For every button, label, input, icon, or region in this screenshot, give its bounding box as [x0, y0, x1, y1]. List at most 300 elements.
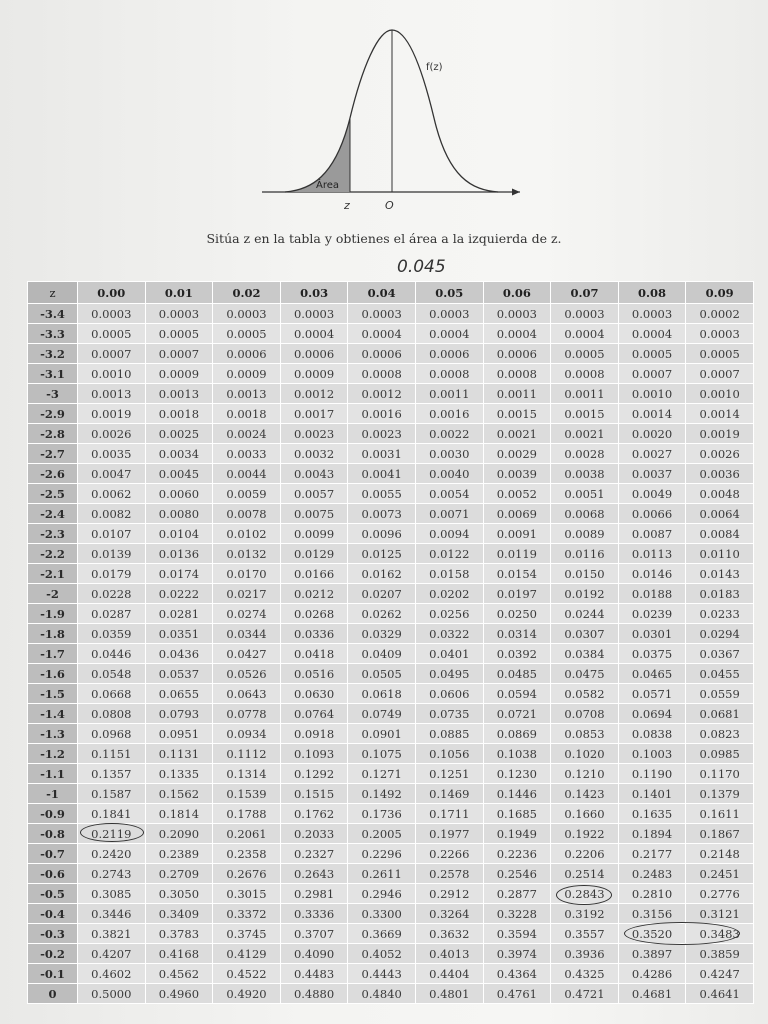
probability-cell: 0.0009 — [145, 364, 213, 384]
probability-cell: 0.0516 — [280, 664, 348, 684]
probability-cell: 0.0040 — [415, 464, 483, 484]
table-row — [28, 784, 754, 804]
probability-cell: 0.0026 — [78, 424, 146, 444]
probability-cell: 0.0009 — [280, 364, 348, 384]
probability-cell: 0.0062 — [78, 484, 146, 504]
probability-cell: 0.2877 — [483, 884, 551, 904]
z-label: z — [344, 199, 350, 212]
table-row — [28, 464, 754, 484]
z-value-cell: -3 — [28, 384, 78, 404]
probability-cell: 0.0003 — [551, 304, 619, 324]
probability-cell: 0.0409 — [348, 644, 416, 664]
probability-cell: 0.0344 — [213, 624, 281, 644]
column-header: 0.02 — [213, 282, 281, 304]
probability-cell: 0.0007 — [686, 364, 754, 384]
probability-cell: 0.0004 — [280, 324, 348, 344]
probability-cell: 0.3121 — [686, 904, 754, 924]
probability-cell: 0.0048 — [686, 484, 754, 504]
probability-cell: 0.4483 — [280, 964, 348, 984]
table-row — [28, 764, 754, 784]
probability-cell: 0.0008 — [483, 364, 551, 384]
column-header: 0.01 — [145, 282, 213, 304]
probability-cell: 0.2296 — [348, 844, 416, 864]
probability-cell: 0.0013 — [213, 384, 281, 404]
z-value-cell: -1.6 — [28, 664, 78, 684]
table-row — [28, 824, 754, 844]
probability-cell: 0.0708 — [551, 704, 619, 724]
probability-cell: 0.2743 — [78, 864, 146, 884]
probability-cell: 0.0618 — [348, 684, 416, 704]
probability-cell: 0.1003 — [618, 744, 686, 764]
table-row — [28, 644, 754, 664]
probability-cell: 0.0154 — [483, 564, 551, 584]
probability-cell: 0.1093 — [280, 744, 348, 764]
probability-cell: 0.2946 — [348, 884, 416, 904]
probability-cell: 0.2709 — [145, 864, 213, 884]
probability-cell: 0.0015 — [483, 404, 551, 424]
probability-cell: 0.0013 — [145, 384, 213, 404]
z-value-cell: -3.4 — [28, 304, 78, 324]
table-row — [28, 664, 754, 684]
probability-cell: 0.0150 — [551, 564, 619, 584]
probability-cell: 0.0359 — [78, 624, 146, 644]
probability-cell: 0.0418 — [280, 644, 348, 664]
z-value-cell: -2.7 — [28, 444, 78, 464]
probability-cell: 0.0314 — [483, 624, 551, 644]
probability-cell: 0.4013 — [415, 944, 483, 964]
probability-cell: 0.0122 — [415, 544, 483, 564]
probability-cell: 0.0217 — [213, 584, 281, 604]
probability-cell: 0.1038 — [483, 744, 551, 764]
probability-cell: 0.0003 — [483, 304, 551, 324]
probability-cell: 0.0096 — [348, 524, 416, 544]
probability-cell: 0.0013 — [78, 384, 146, 404]
probability-cell: 0.4641 — [686, 984, 754, 1004]
table-row — [28, 424, 754, 444]
probability-cell: 0.3264 — [415, 904, 483, 924]
probability-cell: 0.3936 — [551, 944, 619, 964]
probability-cell: 0.0057 — [280, 484, 348, 504]
probability-cell: 0.0020 — [618, 424, 686, 444]
probability-cell: 0.0375 — [618, 644, 686, 664]
probability-cell: 0.0505 — [348, 664, 416, 684]
probability-cell: 0.0084 — [686, 524, 754, 544]
probability-cell: 0.0104 — [145, 524, 213, 544]
probability-cell: 0.0985 — [686, 744, 754, 764]
probability-cell: 0.1314 — [213, 764, 281, 784]
probability-cell: 0.0681 — [686, 704, 754, 724]
probability-cell: 0.0033 — [213, 444, 281, 464]
probability-cell: 0.0069 — [483, 504, 551, 524]
probability-cell: 0.0030 — [415, 444, 483, 464]
probability-cell: 0.0027 — [618, 444, 686, 464]
probability-cell: 0.0838 — [618, 724, 686, 744]
probability-cell: 0.0099 — [280, 524, 348, 544]
probability-cell: 0.2483 — [618, 864, 686, 884]
probability-cell: 0.0485 — [483, 664, 551, 684]
probability-cell: 0.0051 — [551, 484, 619, 504]
probability-cell: 0.1271 — [348, 764, 416, 784]
probability-cell: 0.0009 — [213, 364, 281, 384]
probability-cell: 0.0021 — [551, 424, 619, 444]
probability-cell: 0.3050 — [145, 884, 213, 904]
probability-cell: 0.0004 — [348, 324, 416, 344]
z-value-cell: -0.9 — [28, 804, 78, 824]
probability-cell: 0.0166 — [280, 564, 348, 584]
probability-cell: 0.0197 — [483, 584, 551, 604]
z-value-cell: -2.6 — [28, 464, 78, 484]
table-row — [28, 304, 754, 324]
probability-cell: 0.0011 — [551, 384, 619, 404]
probability-cell: 0.4247 — [686, 964, 754, 984]
probability-cell: 0.0004 — [618, 324, 686, 344]
probability-cell: 0.0075 — [280, 504, 348, 524]
probability-cell: 0.2061 — [213, 824, 281, 844]
probability-cell: 0.4404 — [415, 964, 483, 984]
probability-cell: 0.2090 — [145, 824, 213, 844]
probability-cell: 0.1379 — [686, 784, 754, 804]
z-value-cell: -2.4 — [28, 504, 78, 524]
probability-cell: 0.0019 — [686, 424, 754, 444]
probability-cell: 0.3859 — [686, 944, 754, 964]
probability-cell: 0.0188 — [618, 584, 686, 604]
probability-cell: 0.2420 — [78, 844, 146, 864]
probability-cell: 0.0281 — [145, 604, 213, 624]
probability-cell: 0.0011 — [483, 384, 551, 404]
probability-cell: 0.0287 — [78, 604, 146, 624]
probability-cell: 0.0951 — [145, 724, 213, 744]
probability-cell: 0.0029 — [483, 444, 551, 464]
table-row — [28, 924, 754, 944]
z-value-cell: -0.1 — [28, 964, 78, 984]
probability-cell: 0.2033 — [280, 824, 348, 844]
z-value-cell: -1.2 — [28, 744, 78, 764]
probability-cell: 0.0455 — [686, 664, 754, 684]
probability-cell: 0.2148 — [686, 844, 754, 864]
probability-cell: 0.0294 — [686, 624, 754, 644]
probability-cell: 0.0934 — [213, 724, 281, 744]
probability-cell: 0.0606 — [415, 684, 483, 704]
z-value-cell: -0.6 — [28, 864, 78, 884]
probability-cell: 0.2005 — [348, 824, 416, 844]
probability-cell: 0.1251 — [415, 764, 483, 784]
probability-cell: 0.0035 — [78, 444, 146, 464]
probability-cell: 0.2810 — [618, 884, 686, 904]
probability-cell: 0.0039 — [483, 464, 551, 484]
probability-cell: 0.1562 — [145, 784, 213, 804]
probability-cell: 0.0116 — [551, 544, 619, 564]
column-header: 0.05 — [415, 282, 483, 304]
probability-cell: 0.1841 — [78, 804, 146, 824]
probability-cell: 0.4364 — [483, 964, 551, 984]
table-row — [28, 544, 754, 564]
probability-cell: 0.0102 — [213, 524, 281, 544]
table-row — [28, 724, 754, 744]
probability-cell: 0.0110 — [686, 544, 754, 564]
probability-cell: 0.0274 — [213, 604, 281, 624]
probability-cell: 0.1736 — [348, 804, 416, 824]
probability-cell: 0.0307 — [551, 624, 619, 644]
probability-cell: 0.0132 — [213, 544, 281, 564]
probability-cell: 0.1788 — [213, 804, 281, 824]
probability-cell: 0.0011 — [415, 384, 483, 404]
probability-cell: 0.3974 — [483, 944, 551, 964]
probability-cell: 0.0778 — [213, 704, 281, 724]
probability-cell: 0.3336 — [280, 904, 348, 924]
probability-cell: 0.0012 — [348, 384, 416, 404]
probability-cell: 0.0212 — [280, 584, 348, 604]
probability-cell: 0.3594 — [483, 924, 551, 944]
probability-cell: 0.4721 — [551, 984, 619, 1004]
probability-cell: 0.1357 — [78, 764, 146, 784]
probability-cell: 0.0005 — [551, 344, 619, 364]
probability-cell: 0.2327 — [280, 844, 348, 864]
z-value-cell: -1.1 — [28, 764, 78, 784]
probability-cell: 0.1190 — [618, 764, 686, 784]
probability-cell: 0.4681 — [618, 984, 686, 1004]
probability-cell: 0.0071 — [415, 504, 483, 524]
z-value-cell: -1.7 — [28, 644, 78, 664]
probability-cell: 0.0668 — [78, 684, 146, 704]
probability-cell: 0.0174 — [145, 564, 213, 584]
probability-cell: 0.2981 — [280, 884, 348, 904]
probability-cell: 0.0336 — [280, 624, 348, 644]
probability-cell: 0.0066 — [618, 504, 686, 524]
probability-cell: 0.0082 — [78, 504, 146, 524]
probability-cell: 0.0901 — [348, 724, 416, 744]
z-value-cell: 0 — [28, 984, 78, 1004]
probability-cell: 0.3228 — [483, 904, 551, 924]
probability-cell: 0.3557 — [551, 924, 619, 944]
z-value-cell: -2.2 — [28, 544, 78, 564]
probability-cell: 0.0559 — [686, 684, 754, 704]
probability-cell: 0.0329 — [348, 624, 416, 644]
column-header: 0.07 — [551, 282, 619, 304]
probability-cell: 0.3745 — [213, 924, 281, 944]
probability-cell: 0.0808 — [78, 704, 146, 724]
probability-cell: 0.0918 — [280, 724, 348, 744]
z-value-cell: -1.4 — [28, 704, 78, 724]
probability-cell: 0.1660 — [551, 804, 619, 824]
probability-cell: 0.1894 — [618, 824, 686, 844]
probability-cell: 0.0630 — [280, 684, 348, 704]
probability-cell: 0.0301 — [618, 624, 686, 644]
probability-cell: 0.3821 — [78, 924, 146, 944]
probability-cell: 0.0207 — [348, 584, 416, 604]
probability-cell: 0.0016 — [415, 404, 483, 424]
probability-cell: 0.0003 — [686, 324, 754, 344]
probability-cell: 0.0087 — [618, 524, 686, 544]
column-header: 0.00 — [78, 282, 146, 304]
probability-cell: 0.0049 — [618, 484, 686, 504]
probability-cell: 0.3192 — [551, 904, 619, 924]
table-row — [28, 864, 754, 884]
z-value-cell: -3.1 — [28, 364, 78, 384]
probability-cell: 0.0222 — [145, 584, 213, 604]
probability-cell: 0.0007 — [78, 344, 146, 364]
table-row — [28, 344, 754, 364]
probability-cell: 0.0005 — [618, 344, 686, 364]
probability-cell: 0.0202 — [415, 584, 483, 604]
probability-cell: 0.3783 — [145, 924, 213, 944]
probability-cell: 0.0037 — [618, 464, 686, 484]
probability-cell: 0.0427 — [213, 644, 281, 664]
probability-cell: 0.2843 — [551, 884, 619, 904]
probability-cell: 0.0022 — [415, 424, 483, 444]
probability-cell: 0.4880 — [280, 984, 348, 1004]
probability-cell: 0.1922 — [551, 824, 619, 844]
probability-cell: 0.0004 — [415, 324, 483, 344]
probability-cell: 0.0064 — [686, 504, 754, 524]
probability-cell: 0.4052 — [348, 944, 416, 964]
probability-cell: 0.0006 — [483, 344, 551, 364]
probability-cell: 0.0968 — [78, 724, 146, 744]
probability-cell: 0.0228 — [78, 584, 146, 604]
column-header: 0.06 — [483, 282, 551, 304]
table-row — [28, 684, 754, 704]
probability-cell: 0.1587 — [78, 784, 146, 804]
probability-cell: 0.0008 — [415, 364, 483, 384]
probability-cell: 0.1635 — [618, 804, 686, 824]
probability-cell: 0.1335 — [145, 764, 213, 784]
probability-cell: 0.0136 — [145, 544, 213, 564]
probability-cell: 0.4840 — [348, 984, 416, 1004]
probability-cell: 0.1711 — [415, 804, 483, 824]
probability-cell: 0.0014 — [618, 404, 686, 424]
probability-cell: 0.0005 — [78, 324, 146, 344]
probability-cell: 0.2546 — [483, 864, 551, 884]
probability-cell: 0.0003 — [78, 304, 146, 324]
area-label: Área — [316, 180, 340, 191]
z-value-cell: -2.9 — [28, 404, 78, 424]
probability-cell: 0.0045 — [145, 464, 213, 484]
probability-cell: 0.0043 — [280, 464, 348, 484]
probability-cell: 0.0028 — [551, 444, 619, 464]
probability-cell: 0.0170 — [213, 564, 281, 584]
probability-cell: 0.1401 — [618, 784, 686, 804]
z-value-cell: -1.9 — [28, 604, 78, 624]
z-value-cell: -2.1 — [28, 564, 78, 584]
table-row — [28, 704, 754, 724]
probability-cell: 0.1539 — [213, 784, 281, 804]
z-value-cell: -0.7 — [28, 844, 78, 864]
zero-label: O — [385, 199, 394, 212]
table-row — [28, 564, 754, 584]
z-value-cell: -2.3 — [28, 524, 78, 544]
probability-cell: 0.0392 — [483, 644, 551, 664]
probability-cell: 0.0003 — [618, 304, 686, 324]
probability-cell: 0.0384 — [551, 644, 619, 664]
table-header-row — [28, 282, 754, 304]
z-value-cell: -3.3 — [28, 324, 78, 344]
probability-cell: 0.0002 — [686, 304, 754, 324]
probability-cell: 0.1762 — [280, 804, 348, 824]
probability-cell: 0.0031 — [348, 444, 416, 464]
probability-cell: 0.3707 — [280, 924, 348, 944]
probability-cell: 0.1170 — [686, 764, 754, 784]
probability-cell: 0.0526 — [213, 664, 281, 684]
probability-cell: 0.1814 — [145, 804, 213, 824]
normal-curve-figure — [250, 18, 530, 218]
probability-cell: 0.4090 — [280, 944, 348, 964]
probability-cell: 0.0005 — [213, 324, 281, 344]
probability-cell: 0.0146 — [618, 564, 686, 584]
z-value-cell: -3.2 — [28, 344, 78, 364]
z-value-cell: -0.2 — [28, 944, 78, 964]
probability-cell: 0.0018 — [213, 404, 281, 424]
probability-cell: 0.0023 — [348, 424, 416, 444]
probability-cell: 0.0006 — [213, 344, 281, 364]
probability-cell: 0.0041 — [348, 464, 416, 484]
probability-cell: 0.0475 — [551, 664, 619, 684]
probability-cell: 0.0026 — [686, 444, 754, 464]
table-row — [28, 844, 754, 864]
probability-cell: 0.0192 — [551, 584, 619, 604]
probability-cell: 0.0571 — [618, 684, 686, 704]
probability-cell: 0.4443 — [348, 964, 416, 984]
probability-cell: 0.3409 — [145, 904, 213, 924]
probability-cell: 0.2236 — [483, 844, 551, 864]
probability-cell: 0.0262 — [348, 604, 416, 624]
probability-cell: 0.0068 — [551, 504, 619, 524]
probability-cell: 0.0036 — [686, 464, 754, 484]
probability-cell: 0.0183 — [686, 584, 754, 604]
probability-cell: 0.2776 — [686, 884, 754, 904]
probability-cell: 0.0018 — [145, 404, 213, 424]
probability-cell: 0.2119 — [78, 824, 146, 844]
axis-arrow-icon — [512, 189, 520, 196]
probability-cell: 0.0014 — [686, 404, 754, 424]
probability-cell: 0.0060 — [145, 484, 213, 504]
probability-cell: 0.0885 — [415, 724, 483, 744]
probability-cell: 0.0495 — [415, 664, 483, 684]
probability-cell: 0.0010 — [78, 364, 146, 384]
table-row — [28, 384, 754, 404]
probability-cell: 0.0735 — [415, 704, 483, 724]
probability-cell: 0.2578 — [415, 864, 483, 884]
probability-cell: 0.1977 — [415, 824, 483, 844]
probability-cell: 0.0012 — [280, 384, 348, 404]
z-value-cell: -2.8 — [28, 424, 78, 444]
probability-cell: 0.0239 — [618, 604, 686, 624]
probability-cell: 0.1949 — [483, 824, 551, 844]
probability-cell: 0.0244 — [551, 604, 619, 624]
probability-cell: 0.0003 — [280, 304, 348, 324]
probability-cell: 0.0008 — [551, 364, 619, 384]
probability-cell: 0.0129 — [280, 544, 348, 564]
z-value-cell: -1 — [28, 784, 78, 804]
probability-cell: 0.1423 — [551, 784, 619, 804]
probability-cell: 0.1492 — [348, 784, 416, 804]
probability-cell: 0.0025 — [145, 424, 213, 444]
probability-cell: 0.3632 — [415, 924, 483, 944]
probability-cell: 0.0047 — [78, 464, 146, 484]
probability-cell: 0.0446 — [78, 644, 146, 664]
probability-cell: 0.2266 — [415, 844, 483, 864]
probability-cell: 0.0091 — [483, 524, 551, 544]
probability-cell: 0.3372 — [213, 904, 281, 924]
probability-cell: 0.1112 — [213, 744, 281, 764]
probability-cell: 0.1685 — [483, 804, 551, 824]
probability-cell: 0.0044 — [213, 464, 281, 484]
probability-cell: 0.0006 — [280, 344, 348, 364]
probability-cell: 0.0019 — [78, 404, 146, 424]
probability-cell: 0.0004 — [551, 324, 619, 344]
probability-cell: 0.0107 — [78, 524, 146, 544]
table-row — [28, 984, 754, 1004]
probability-cell: 0.0436 — [145, 644, 213, 664]
probability-cell: 0.5000 — [78, 984, 146, 1004]
